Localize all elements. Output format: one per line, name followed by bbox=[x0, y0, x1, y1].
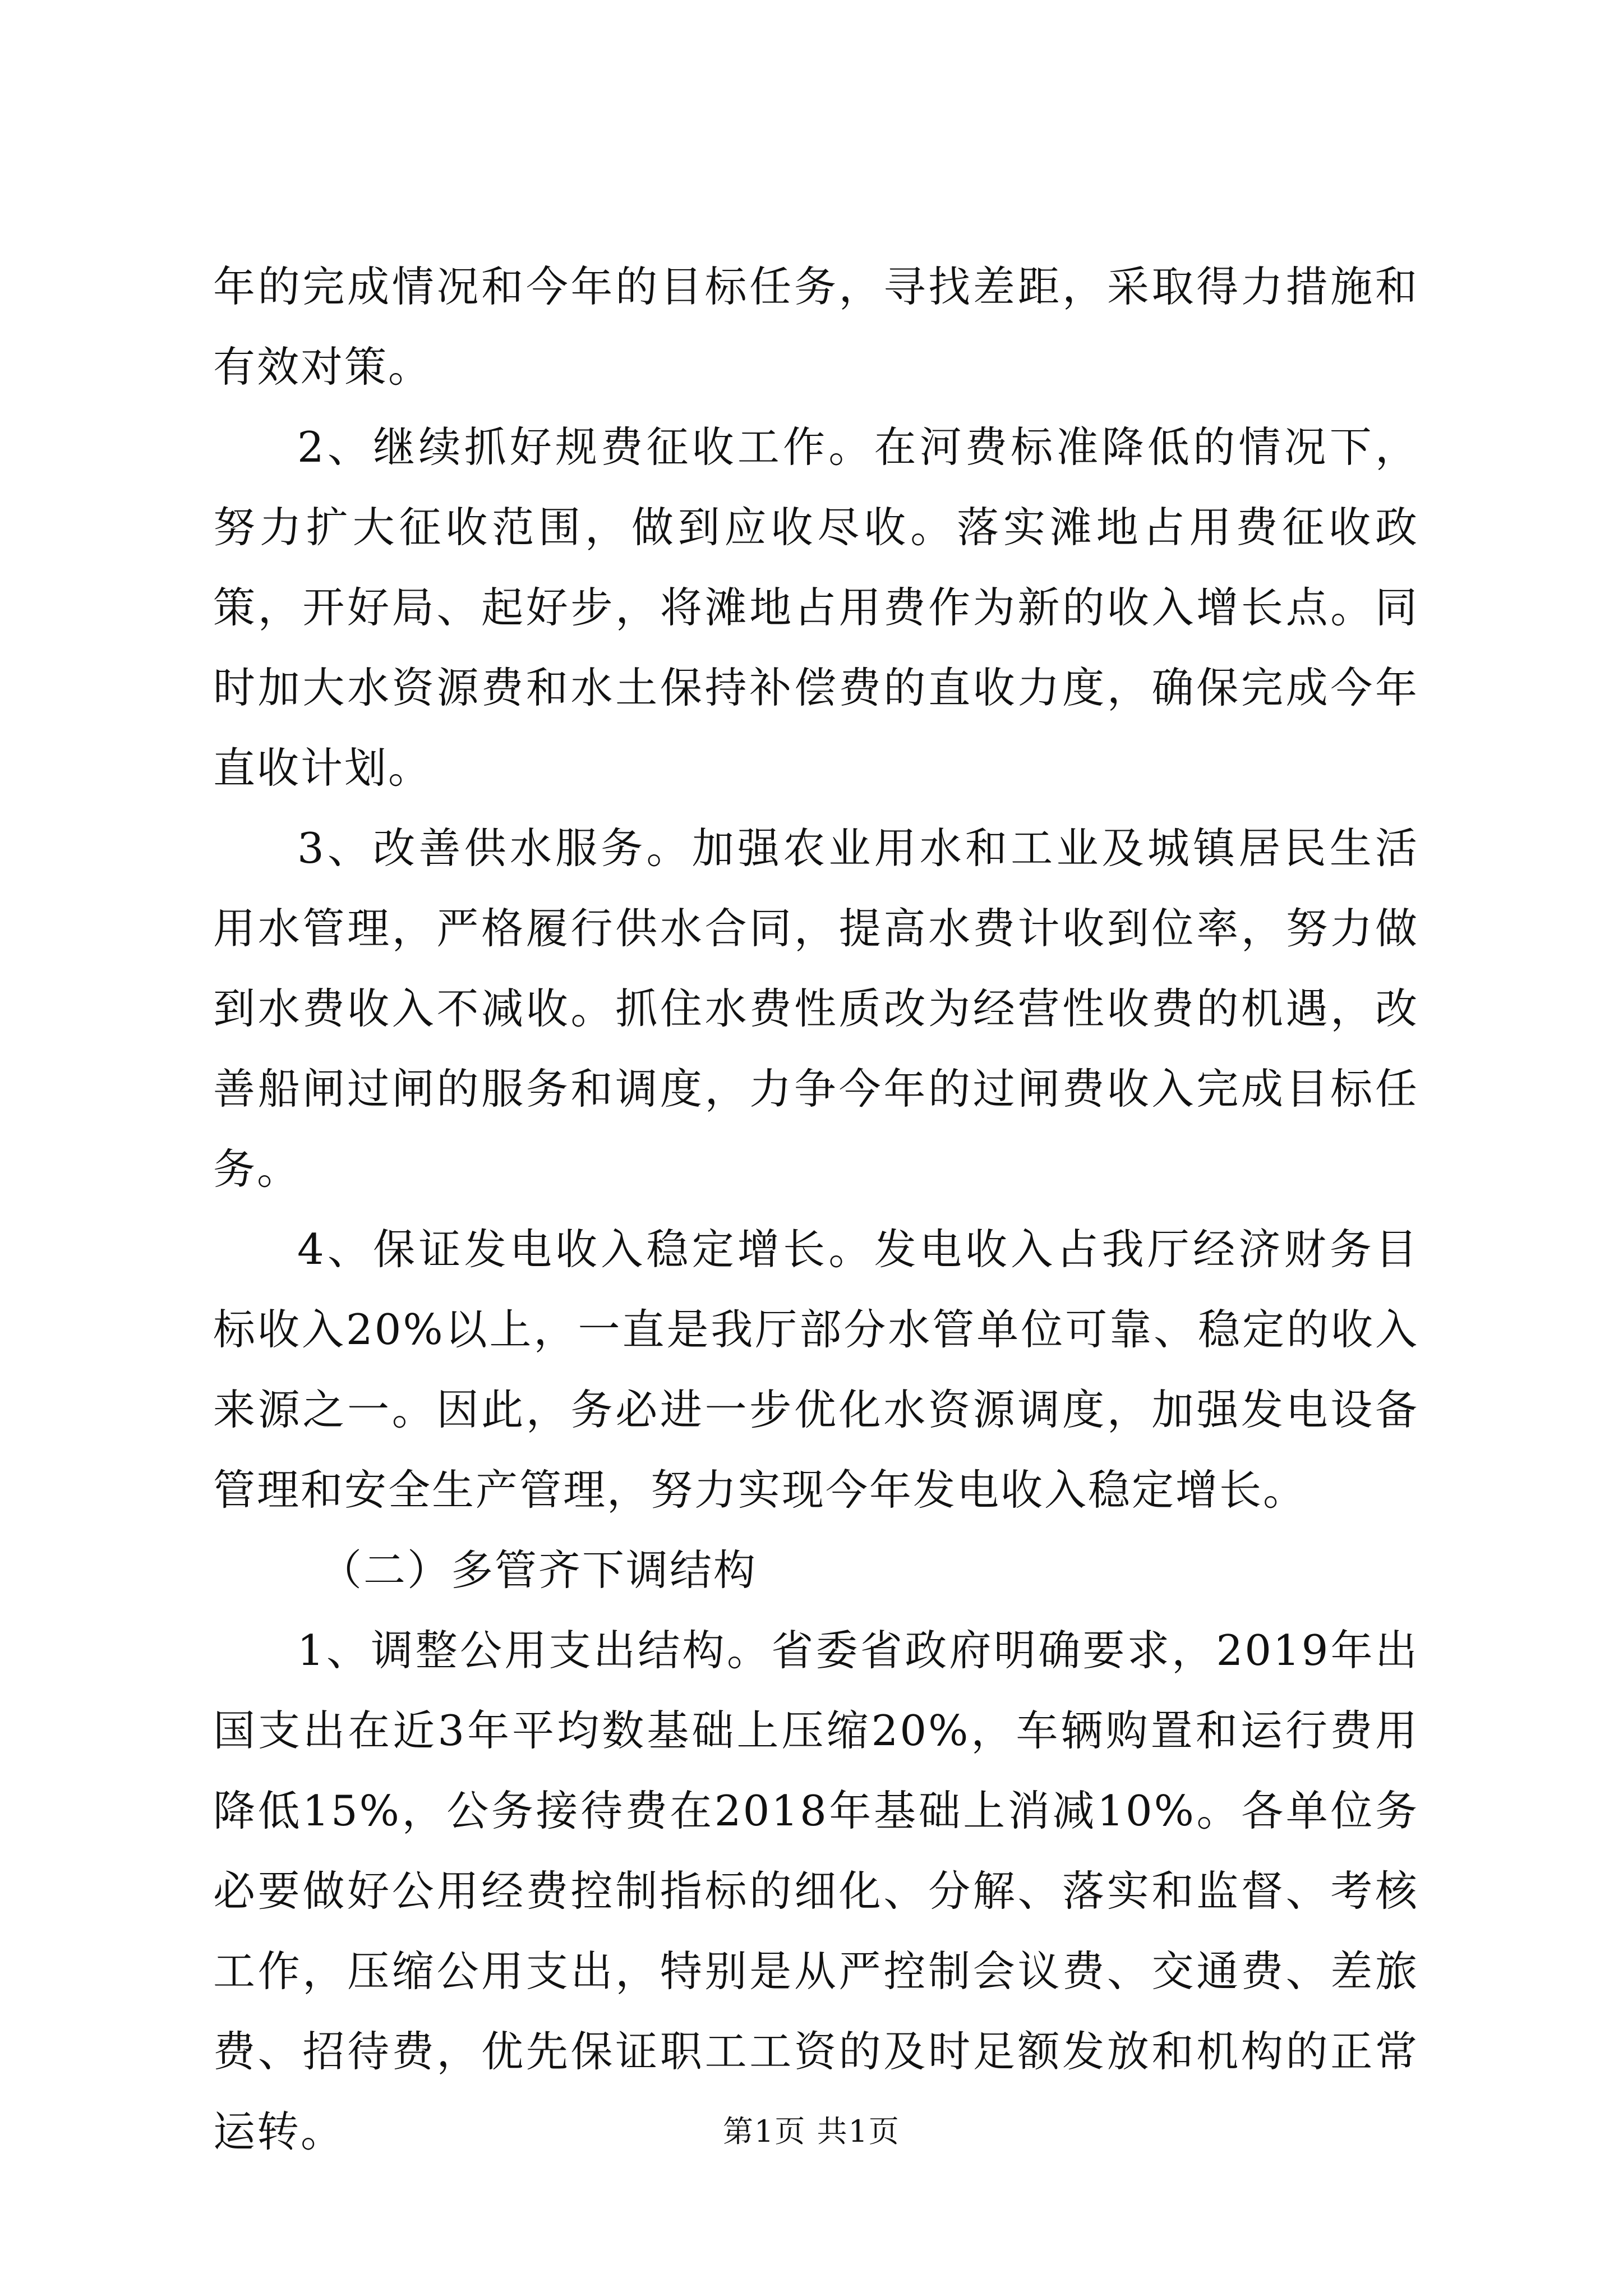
document-body bbox=[213, 247, 1419, 2172]
paragraph-water-supply: 3、改善供水服务。加强农业用水和工业及城镇居民生活用水管理，严格履行供水合同，提高水费计收到位率，努力做到水费收入不减收。抓住水费性质改为经营性收费的机遇，改善船闸过闸的服务和调度，力争今年的过闸费收入完成目标任务。 bbox=[213, 823, 1419, 1194]
paragraph-expenditure-structure: 1、调整公用支出结构。省委省政府明确要求，2019年出国支出在近3年平均数基础上压缩20%，车辆购置和运行费用降低15%，公务接待费在2018年基础上消减10%。各单位务必要做好公用经费控制指标的细化、分解、落实和监督、考核工作，压缩公用支出，特别是从严控制会议费、交通费、差旅费、招待费，优先保证职工工资的及时足额发放和机构的正常运转。 bbox=[213, 1626, 1419, 2156]
paragraph-power-revenue: 4、保证发电收入稳定增长。发电收入占我厅经济财务目标收入20%以上，一直是我厅部分水管单位可靠、稳定的收入来源之一。因此，务必进一步优化水资源调度，加强发电设备管理和安全生产管理，努力实现今年发电收入稳定增长。 bbox=[213, 1225, 1419, 1515]
page-footer: 第1页 共1页 bbox=[723, 2114, 900, 2149]
paragraph-fee-collection: 2、继续抓好规费征收工作。在河费标准降低的情况下，努力扩大征收范围，做到应收尽收。落实滩地占用费征收政策，开好局、起好步，将滩地占用费作为新的收入增长点。同时加大水资源费和水土保持补偿费的直收力度，确保完成今年直收计划。 bbox=[213, 422, 1419, 793]
paragraph-continuation: 年的完成情况和今年的目标任务，寻找差距，采取得力措施和有效对策。 bbox=[213, 262, 1419, 392]
section-heading: （二）多管齐下调结构 bbox=[320, 1545, 758, 1595]
